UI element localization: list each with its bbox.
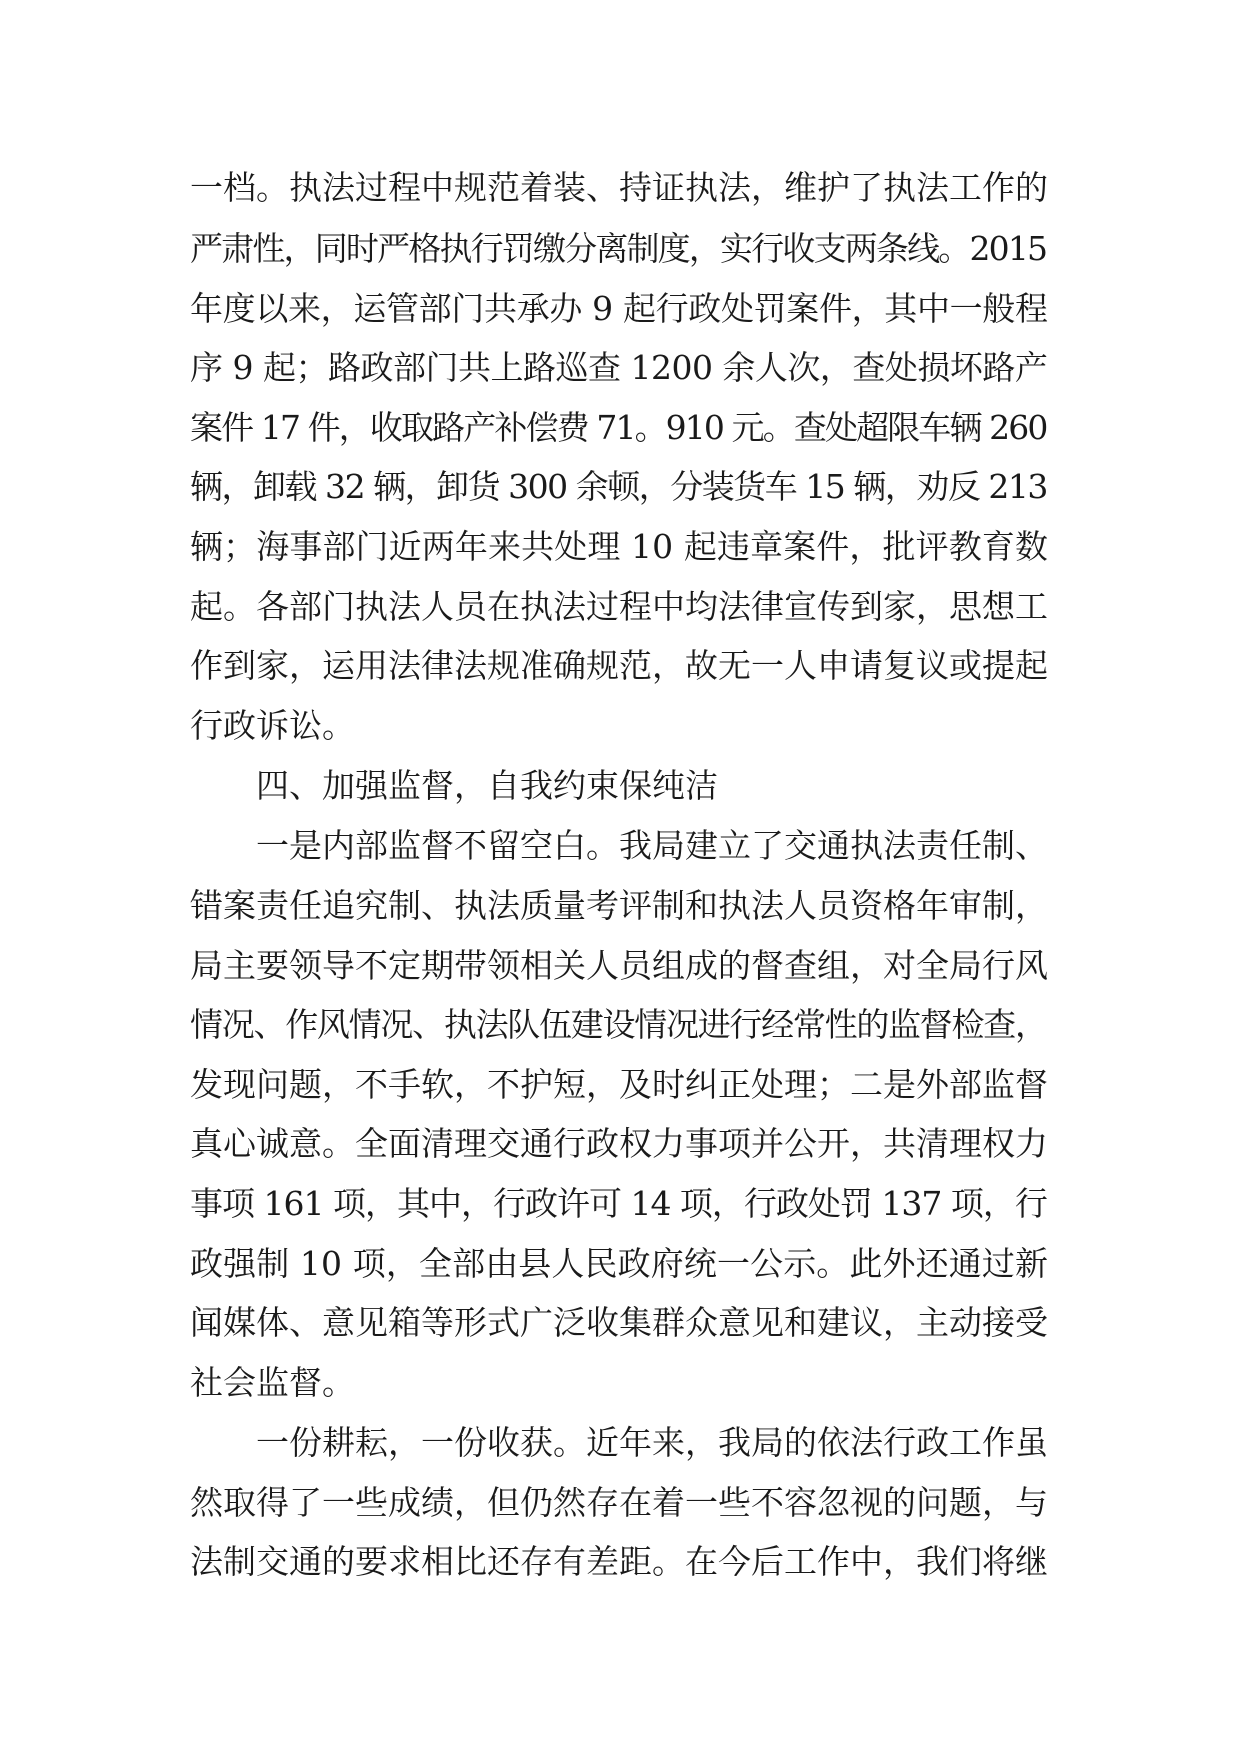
text-line: 一份耕耘，一份收获。近年来，我局的依法行政工作虽 [256, 1423, 1048, 1462]
text-line: 年度以来，运管部门共承办 9 起行政处罚案件，其中一般程 [190, 289, 1048, 328]
text-line: 政强制 10 项，全部由县人民政府统一公示。此外还通过新 [190, 1244, 1049, 1283]
text-line: 一档。执法过程中规范着装、持证执法，维护了执法工作的 [190, 168, 1048, 207]
text-line: 社会监督。 [190, 1363, 355, 1402]
text-line: 案件 17 件，收取路产补偿费 71。910 元。查处超限车辆 260 [190, 408, 1047, 447]
text-line: 情况、作风情况、执法队伍建设情况进行经常性的监督检查， [190, 1005, 1047, 1044]
text-line: 一是内部监督不留空白。我局建立了交通执法责任制、 [256, 826, 1048, 865]
text-line: 错案责任追究制、执法质量考评制和执法人员资格年审制， [190, 886, 1048, 925]
text-line: 严肃性，同时严格执行罚缴分离制度，实行收支两条线。2015 [190, 229, 1047, 268]
text-line: 真心诚意。全面清理交通行政权力事项并公开，共清理权力 [190, 1124, 1048, 1163]
text-line: 行政诉讼。 [190, 706, 355, 745]
text-line: 起。各部门执法人员在执法过程中均法律宣传到家，思想工 [190, 587, 1048, 626]
text-line: 闻媒体、意见箱等形式广泛收集群众意见和建议，主动接受 [190, 1303, 1048, 1342]
text-line: 事项 161 项，其中，行政许可 14 项，行政处罚 137 项，行 [190, 1184, 1047, 1223]
text-line: 法制交通的要求相比还存有差距。在今后工作中，我们将继 [190, 1542, 1048, 1581]
text-line: 局主要领导不定期带领相关人员组成的督查组，对全局行风 [190, 946, 1048, 985]
text-line: 辆，卸载 32 辆，卸货 300 余顿，分装货车 15 辆，劝反 213 [190, 467, 1047, 506]
text-line: 序 9 起；路政部门共上路巡查 1200 余人次，查处损坏路产 [190, 348, 1048, 387]
text-line: 然取得了一些成绩，但仍然存在着一些不容忽视的问题，与 [190, 1483, 1048, 1522]
text-line: 作到家，运用法律法规准确规范，故无一人申请复议或提起 [190, 646, 1048, 685]
text-line: 辆；海事部门近两年来共处理 10 起违章案件，批评教育数 [190, 527, 1049, 566]
section-heading: 四、加强监督，自我约束保纯洁 [256, 766, 718, 805]
text-line: 发现问题，不手软，不护短，及时纠正处理；二是外部监督 [190, 1065, 1048, 1104]
